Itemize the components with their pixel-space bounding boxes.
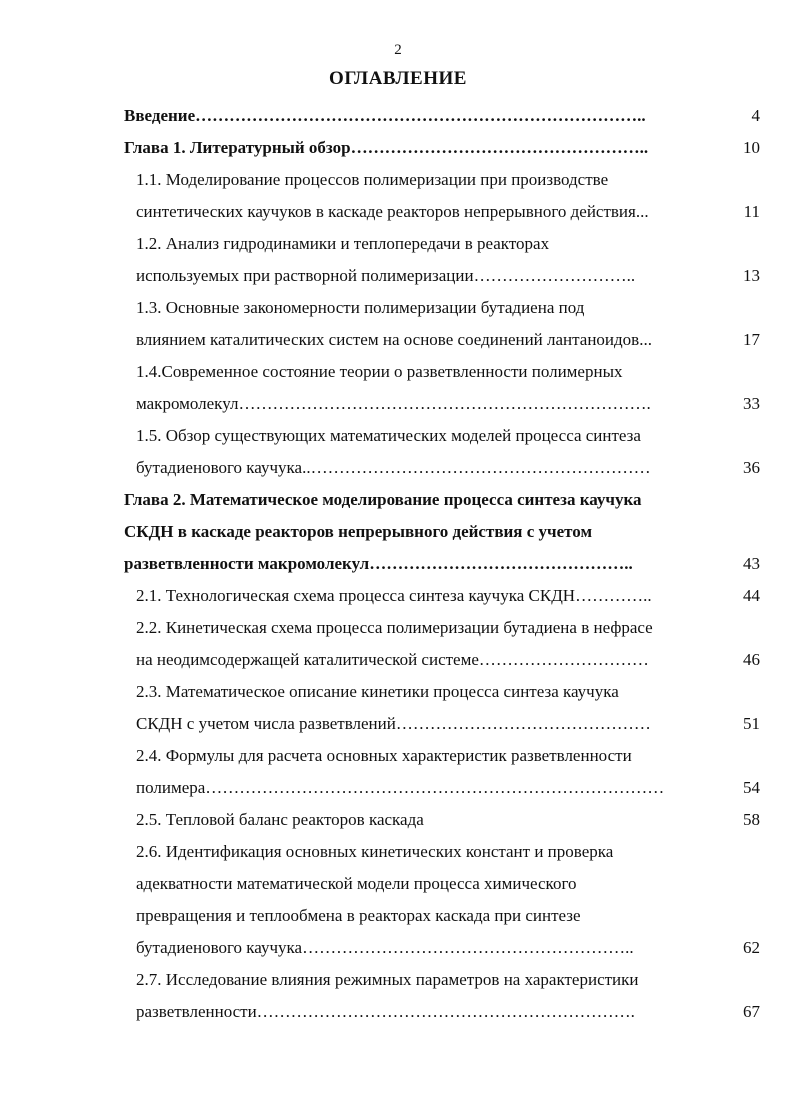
toc-entry-text: Глава 1. Литературный обзор……………………………………………..	[124, 138, 649, 157]
toc-entry	[0, 516, 796, 548]
toc-entry-text: 2.4. Формулы для расчета основных характеристик разветвленности	[136, 746, 632, 765]
toc-entry-text: разветвленности макромолекул………………………………………..	[124, 554, 633, 573]
toc-entry-text: бутадиенового каучука..……………………………………………………	[136, 458, 651, 477]
toc-entry	[0, 612, 796, 644]
toc-entry	[0, 964, 796, 996]
toc-entry	[0, 868, 796, 900]
toc-entry	[0, 100, 796, 132]
toc-entry-page: 13	[743, 266, 760, 285]
toc-entry	[0, 900, 796, 932]
toc-entry	[0, 420, 796, 452]
toc-entry-text: 2.3. Математическое описание кинетики процесса синтеза каучука	[136, 682, 619, 701]
toc-entry	[0, 676, 796, 708]
toc-entry-text: полимера………………………………………………………………………	[136, 778, 665, 797]
toc-entry	[0, 292, 796, 324]
toc-entry	[0, 772, 796, 804]
toc-entry	[0, 132, 796, 164]
toc-entry	[0, 260, 796, 292]
toc-entry	[0, 324, 796, 356]
toc-entry-page: 67	[743, 1002, 760, 1021]
toc-entry	[0, 708, 796, 740]
toc-entry	[0, 228, 796, 260]
toc-entry	[0, 484, 796, 516]
toc-entry-text: 2.1. Технологическая схема процесса синтеза каучука СКДН…………..	[136, 586, 652, 605]
toc-entry-text: 1.2. Анализ гидродинамики и теплопередачи в реакторах	[136, 234, 550, 253]
toc-entry-page: 54	[743, 778, 760, 797]
toc-entry-text: 1.5. Обзор существующих математических моделей процесса синтеза	[136, 426, 641, 445]
toc-entry	[0, 804, 796, 836]
toc-entry-text: разветвленности………………………………………………………….	[136, 1002, 635, 1021]
toc-entry-text: 1.4.Современное состояние теории о разветвленности полимерных	[136, 362, 623, 381]
toc-entry	[0, 388, 796, 420]
toc-entry-text: 1.3. Основные закономерности полимеризации бутадиена под	[136, 298, 585, 317]
toc-entry-page: 44	[743, 586, 760, 605]
toc-entry	[0, 932, 796, 964]
toc-entry	[0, 580, 796, 612]
page-title: ОГЛАВЛЕНИЕ	[329, 68, 467, 89]
toc-entry-page: 62	[743, 938, 760, 957]
toc-entry-text: 2.2. Кинетическая схема процесса полимеризации бутадиена в нефрасе	[136, 618, 653, 637]
toc-entry	[0, 836, 796, 868]
toc-entry-page: 58	[743, 810, 760, 829]
toc-entry-text: макромолекул……………………………………………………………….	[136, 394, 651, 413]
toc-entry-page: 4	[751, 106, 760, 125]
toc-entry-page: 10	[743, 138, 760, 157]
toc-entry	[0, 548, 796, 580]
toc-entry-page: 17	[743, 330, 760, 349]
toc-entry-page: 11	[743, 202, 760, 221]
toc-entry	[0, 740, 796, 772]
toc-entry-page: 36	[743, 458, 760, 477]
toc-entry-text: 2.6. Идентификация основных кинетических констант и проверка	[136, 842, 614, 861]
toc-entry-page: 46	[743, 650, 760, 669]
toc-entry-page: 33	[743, 394, 760, 413]
toc-entry-text: влиянием каталитических систем на основе соединений лантаноидов...	[136, 330, 652, 349]
toc-entry-text: используемых при растворной полимеризации………………………..	[136, 266, 636, 285]
toc-entry	[0, 356, 796, 388]
toc-entry-page: 43	[743, 554, 760, 573]
toc-entry-text: Введение……………………………………………………………………..	[124, 106, 646, 125]
toc-entry-text: 1.1. Моделирование процессов полимеризации при производстве	[136, 170, 609, 189]
toc-entry-text: адекватности математической модели процесса химического	[136, 874, 577, 893]
toc-entry-text: на неодимсодержащей каталитической системе…………………………	[136, 650, 649, 669]
table-of-contents	[0, 100, 796, 1028]
toc-entry-text: превращения и теплообмена в реакторах каскада при синтезе	[136, 906, 581, 925]
toc-entry-text: Глава 2. Математическое моделирование процесса синтеза каучука	[124, 490, 642, 509]
toc-entry-page: 51	[743, 714, 760, 733]
toc-entry	[0, 644, 796, 676]
toc-entry-text: бутадиенового каучука…………………………………………………..	[136, 938, 634, 957]
toc-entry-text: СКДН с учетом числа разветвлений………………………………………	[136, 714, 651, 733]
toc-entry-text: СКДН в каскаде реакторов непрерывного действия с учетом	[124, 522, 593, 541]
toc-entry-text: 2.7. Исследование влияния режимных параметров на характеристики	[136, 970, 639, 989]
page-number: 2	[394, 42, 402, 58]
toc-entry	[0, 164, 796, 196]
toc-entry	[0, 996, 796, 1028]
toc-entry	[0, 452, 796, 484]
toc-entry-text: синтетических каучуков в каскаде реакторов непрерывного действия...	[136, 202, 649, 221]
toc-entry-text: 2.5. Тепловой баланс реакторов каскада	[136, 810, 424, 829]
toc-entry	[0, 196, 796, 228]
